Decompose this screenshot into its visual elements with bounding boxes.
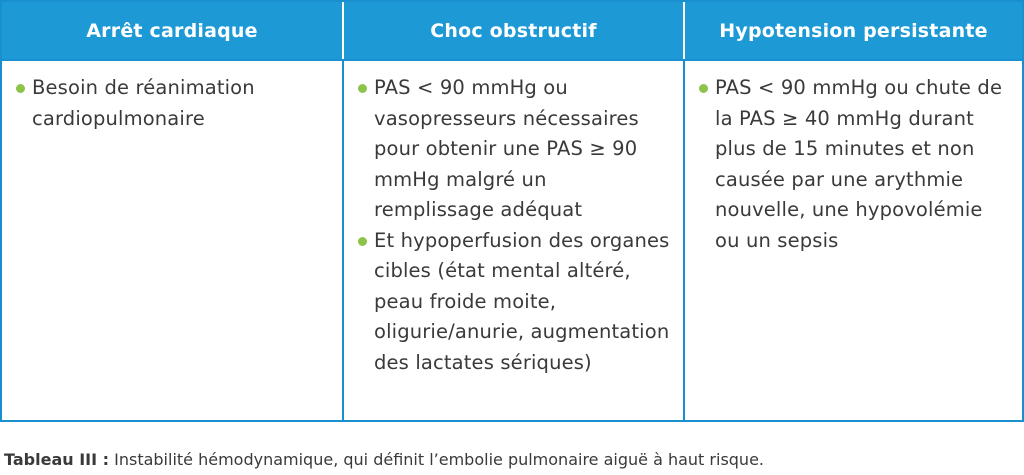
bullet-icon: [358, 237, 367, 246]
list-item: [14, 73, 330, 134]
header-hypotension-persistante: Hypotension persistante: [683, 2, 1022, 59]
cell-arret-cardiaque: [2, 59, 342, 420]
bullet-list: [697, 73, 1010, 256]
list-item-text: Et hypoperfusion des organes cibles (état mental altéré, peau froide moite, oligurie/anurie, augmentation des lactates sériques): [374, 228, 670, 374]
bullet-icon: [16, 84, 25, 93]
bullet-icon: [699, 84, 708, 93]
bullet-list: [14, 73, 330, 134]
cell-choc-obstructif: [342, 59, 683, 420]
list-item-text: PAS < 90 mmHg ou chute de la PAS ≥ 40 mmHg durant plus de 15 minutes et non causée par une arythmie nouvelle, une hypovolémie ou un sepsis: [715, 76, 1003, 252]
bullet-list: [356, 73, 671, 378]
caption-text: Instabilité hémodynamique, qui définit l’embolie pulmonaire aiguë à haut risque.: [109, 450, 764, 469]
header-choc-obstructif: Choc obstructif: [342, 2, 683, 59]
caption-label: Tableau III :: [4, 450, 110, 469]
table-caption: [4, 450, 764, 469]
list-item: [697, 73, 1010, 256]
list-item: [356, 226, 671, 379]
header-arret-cardiaque: Arrêt cardiaque: [2, 2, 342, 59]
bullet-icon: [358, 84, 367, 93]
list-item: [356, 73, 671, 226]
list-item-text: Besoin de réanimation cardiopulmonaire: [32, 76, 255, 130]
cell-hypotension-persistante: [683, 59, 1022, 420]
list-item-text: PAS < 90 mmHg ou vasopresseurs nécessaires pour obtenir une PAS ≥ 90 mmHg malgré un remplissage adéquat: [374, 76, 639, 221]
